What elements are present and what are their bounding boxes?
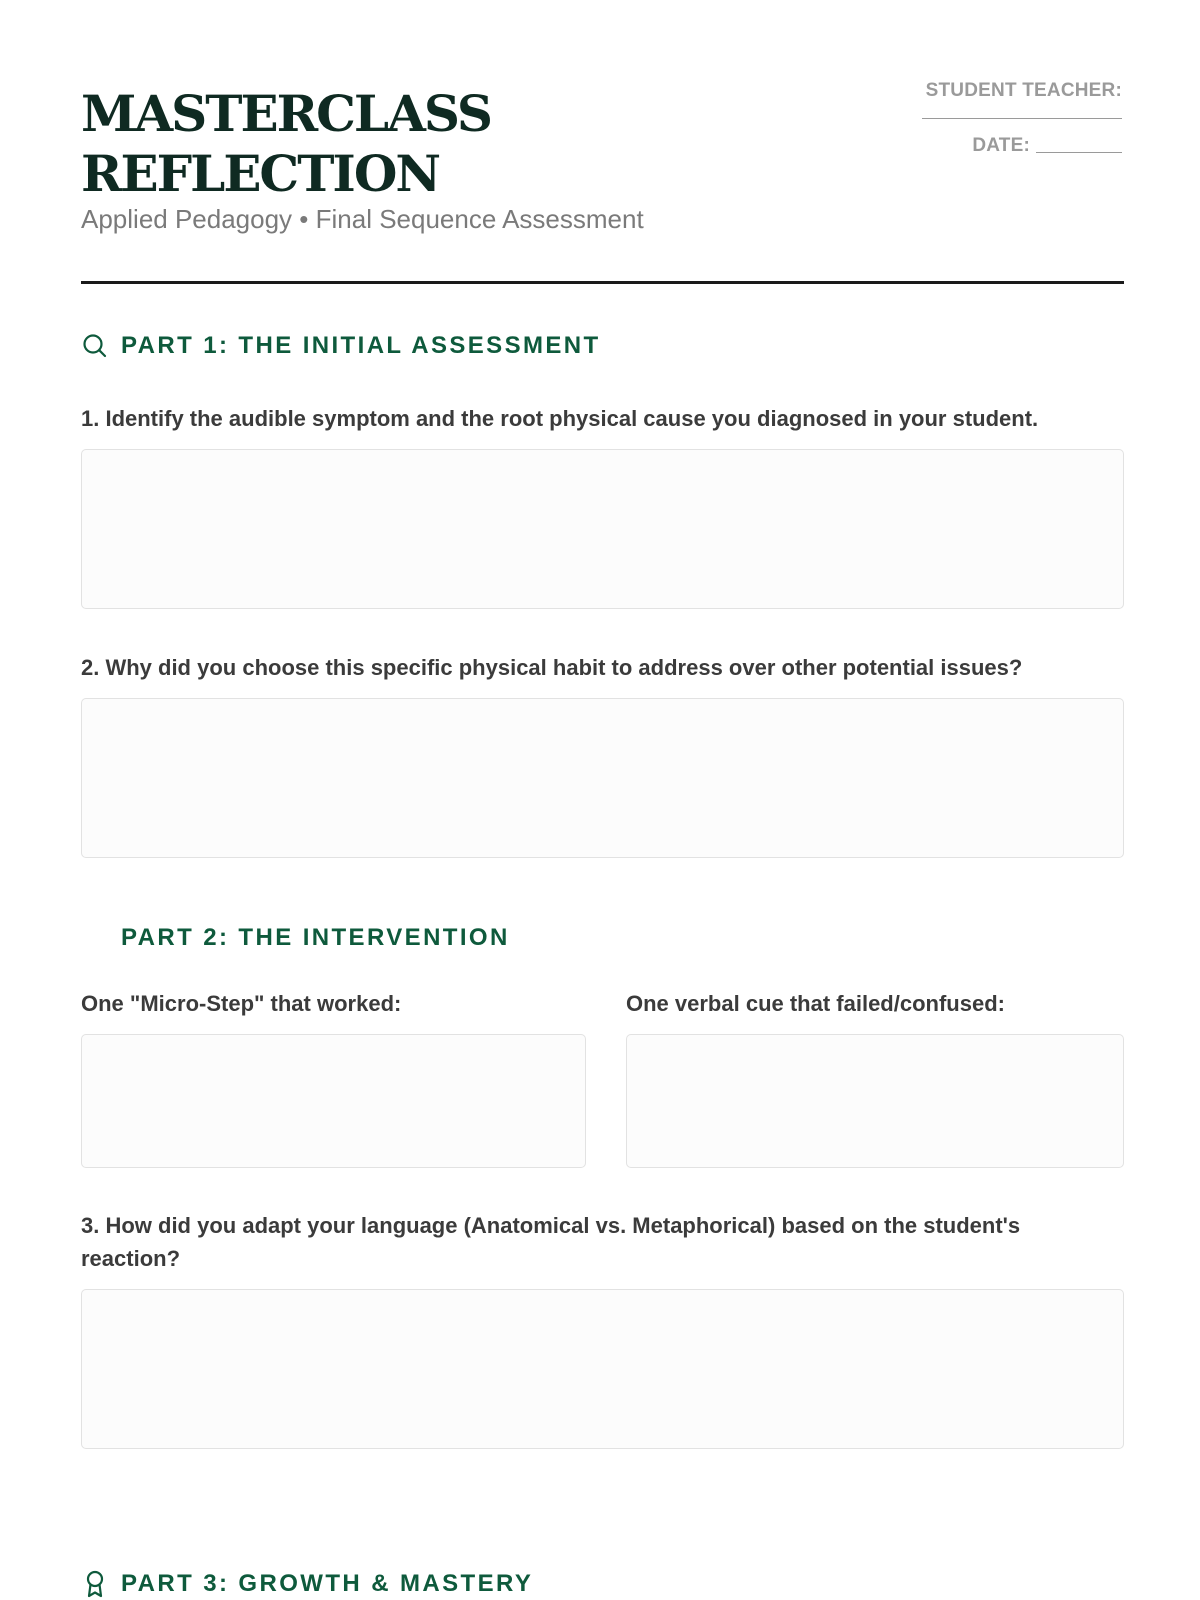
section-title-part-1: PART 1: THE INITIAL ASSESSMENT bbox=[121, 332, 601, 359]
verbal-cue-answer-box[interactable] bbox=[626, 1034, 1124, 1168]
section-spacer bbox=[81, 924, 109, 952]
section-part-3 bbox=[81, 1570, 533, 1598]
answer-box-3[interactable] bbox=[81, 1289, 1124, 1449]
question-1: 1. Identify the audible symptom and the root physical cause you diagnosed in your student. bbox=[81, 406, 1039, 431]
page-title bbox=[81, 84, 491, 204]
micro-step-answer-box[interactable] bbox=[81, 1034, 586, 1168]
section-part-1 bbox=[81, 332, 601, 360]
answer-box-2[interactable] bbox=[81, 698, 1124, 858]
answer-box-1[interactable] bbox=[81, 449, 1124, 609]
award-icon bbox=[81, 1570, 109, 1598]
search-icon bbox=[81, 332, 109, 360]
title-line-2: REFLECTION bbox=[81, 144, 440, 203]
student-teacher-field[interactable] bbox=[922, 118, 1122, 119]
header-divider bbox=[81, 281, 1124, 284]
title-line-1: MASTERCLASS bbox=[81, 84, 491, 143]
section-part-2 bbox=[81, 924, 510, 952]
question-2: 2. Why did you choose this specific physical habit to address over other potential issues? bbox=[81, 655, 1023, 680]
question-3: 3. How did you adapt your language (Anatomical vs. Metaphorical) based on the student's reaction? bbox=[81, 1213, 1021, 1271]
date-row bbox=[922, 135, 1122, 157]
micro-step-label: One "Micro-Step" that worked: bbox=[81, 991, 402, 1016]
student-teacher-label: STUDENT TEACHER: bbox=[925, 80, 1122, 101]
verbal-cue-label: One verbal cue that failed/confused: bbox=[626, 991, 1005, 1016]
section-title-part-2: PART 2: THE INTERVENTION bbox=[121, 924, 510, 951]
section-title-part-3: PART 3: GROWTH & MASTERY bbox=[121, 1570, 534, 1597]
date-label: DATE: bbox=[972, 135, 1030, 156]
date-field[interactable] bbox=[1036, 152, 1122, 153]
header-meta bbox=[922, 80, 1122, 157]
page-subtitle: Applied Pedagogy • Final Sequence Assessment bbox=[81, 204, 644, 234]
